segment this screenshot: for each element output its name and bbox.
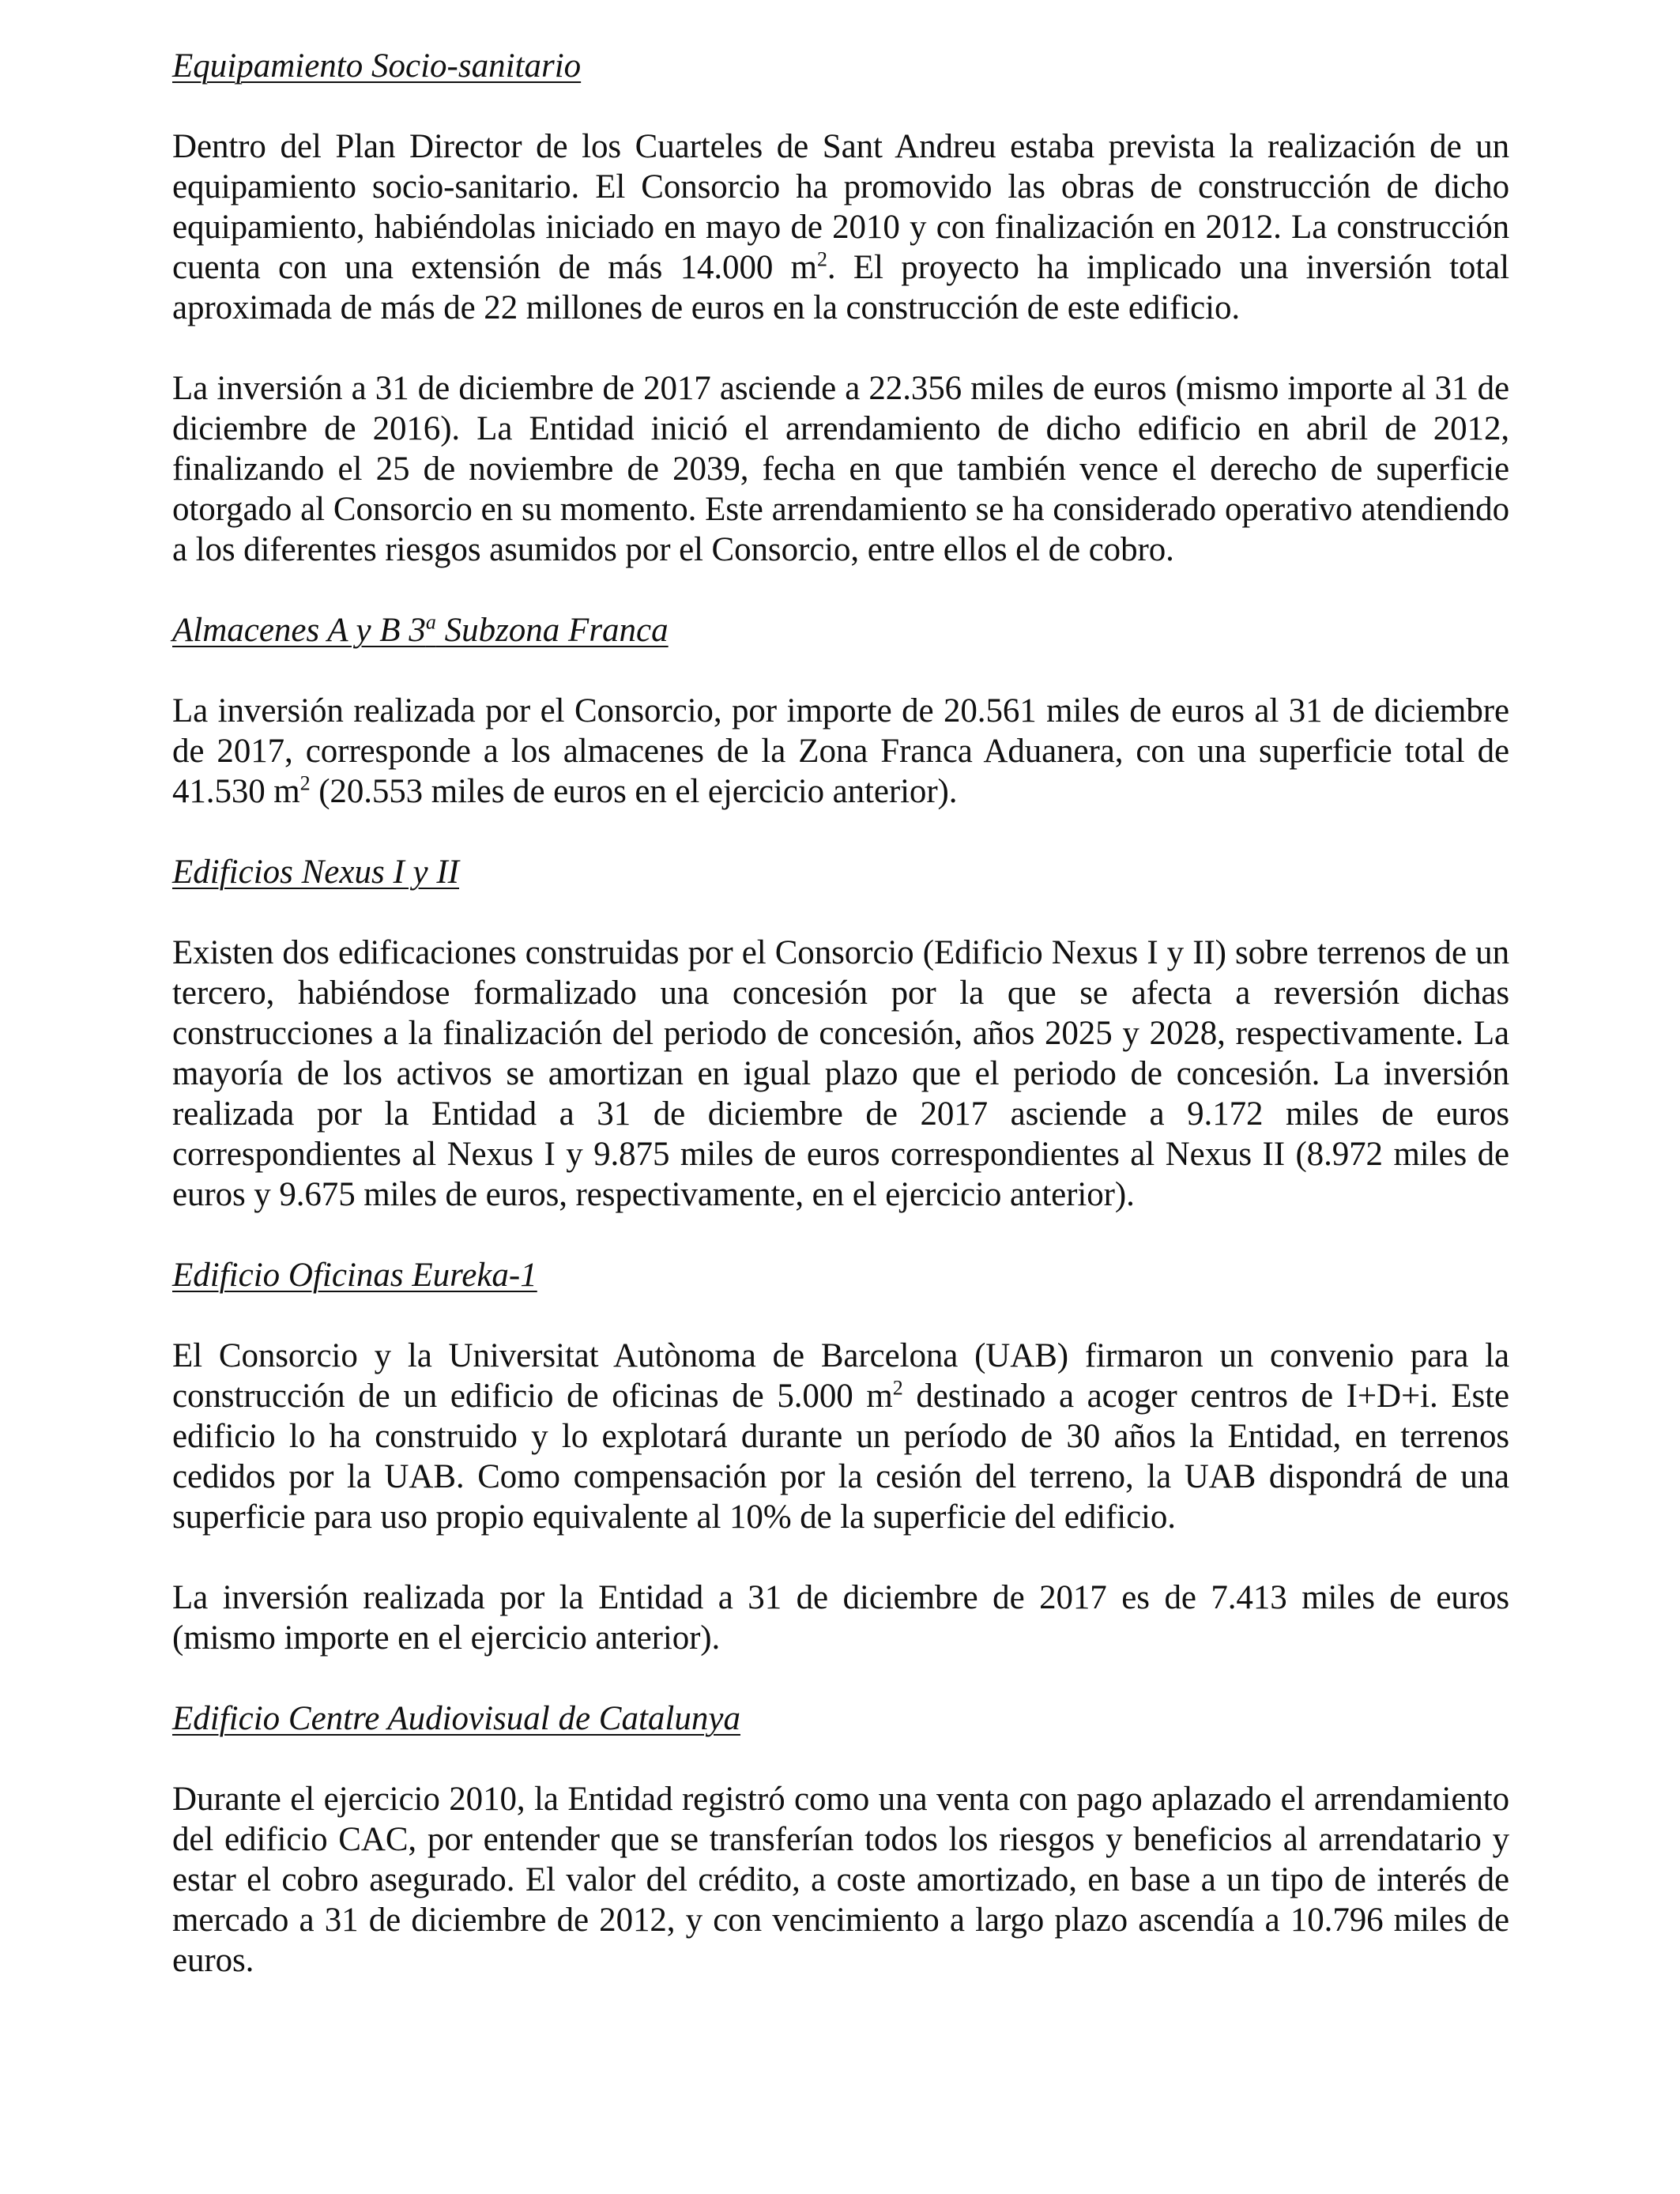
section-heading-nexus: Edificios Nexus I y II (172, 854, 460, 891)
section-heading-equipamiento: Equipamiento Socio-sanitario (172, 47, 582, 85)
section-heading-eureka: Edificio Oficinas Eureka-1 (172, 1257, 537, 1294)
paragraph-cac-1: Durante el ejercicio 2010, la Entidad registró como una venta con pago aplazado el arrendamiento del edificio CAC, por entender que se transferían todos los riesgos y beneficios al arrendatario y estar el cobro asegurado. El valor del crédito, a coste amortizado, en base a un tipo de interés de mercado a 31 de diciembre de 2012, y con vencimiento a largo plazo ascendía a 10.796 miles de euros. (172, 1781, 1509, 1979)
paragraph-nexus-1: Existen dos edificaciones construidas por el Consorcio (Edificio Nexus I y II) sobre terrenos de un tercero, habiéndose formalizado una concesión por la que se afecta a reversión dichas construcciones a la finalización del periodo de concesión, años 2025 y 2028, respectivamente. La mayoría de los activos se amortizan en igual plazo que el periodo de concesión. La inversión realizada por la Entidad a 31 de diciembre de 2017 asciende a 9.172 miles de euros correspondientes al Nexus I y 9.875 miles de euros correspondientes al Nexus II (8.972 miles de euros y 9.675 miles de euros, respectivamente, en el ejercicio anterior). (172, 934, 1509, 1213)
paragraph-equipamiento-2: La inversión a 31 de diciembre de 2017 asciende a 22.356 miles de euros (mismo importe al 31 de diciembre de 2016). La Entidad inició el arrendamiento de dicho edificio en abril de 2012, finalizando el 25 de noviembre de 2039, fecha en que también vence el derecho de superficie otorgado al Consorcio en su momento. Este arrendamiento se ha considerado operativo atendiendo a los diferentes riesgos asumidos por el Consorcio, entre ellos el de cobro. (172, 370, 1509, 568)
paragraph-almacenes-1: La inversión realizada por el Consorcio, por importe de 20.561 miles de euros al 31 de diciembre de 2017, corresponde a los almacenes de la Zona Franca Aduanera, con una superficie total de 41.530 $m^2$ (20.553 miles de euros en el ejercicio anterior). (172, 692, 1509, 810)
paragraph-eureka-2: La inversión realizada por la Entidad a 31 de diciembre de 2017 es de 7.413 miles de euros (mismo importe en el ejercicio anterior). (172, 1579, 1509, 1657)
paragraph-equipamiento-1: Dentro del Plan Director de los Cuarteles de Sant Andreu estaba prevista la realización de un equipamiento socio-sanitario. El Consorcio ha promovido las obras de construcción de dicho equipamiento, habiéndolas iniciado en mayo de 2010 y con finalización en 2012. La construcción cuenta con una extensión de más 14.000 $m^2$. El proyecto ha implicado una inversión total aproximada de más de 22 millones de euros en la construcción de este edificio. (172, 128, 1509, 326)
paragraph-eureka-1: El Consorcio y la Universitat Autònoma de Barcelona (UAB) firmaron un convenio para la construcción de un edificio de oficinas de 5.000 $m^2$ destinado a acoger centros de I+D+i. Este edificio lo ha construido y lo explotará durante un período de 30 años la Entidad, en terrenos cedidos por la UAB. Como compensación por la cesión del terreno, la UAB dispondrá de una superficie para uso propio equivalente al 10% de la superficie del edificio. (172, 1337, 1509, 1536)
section-heading-cac: Edificio Centre Audiovisual de Catalunya (172, 1700, 740, 1737)
section-heading-almacenes: Almacenes A y B 3$^a$ Subzona Franca (172, 610, 669, 649)
document-page (172, 46, 1509, 2021)
